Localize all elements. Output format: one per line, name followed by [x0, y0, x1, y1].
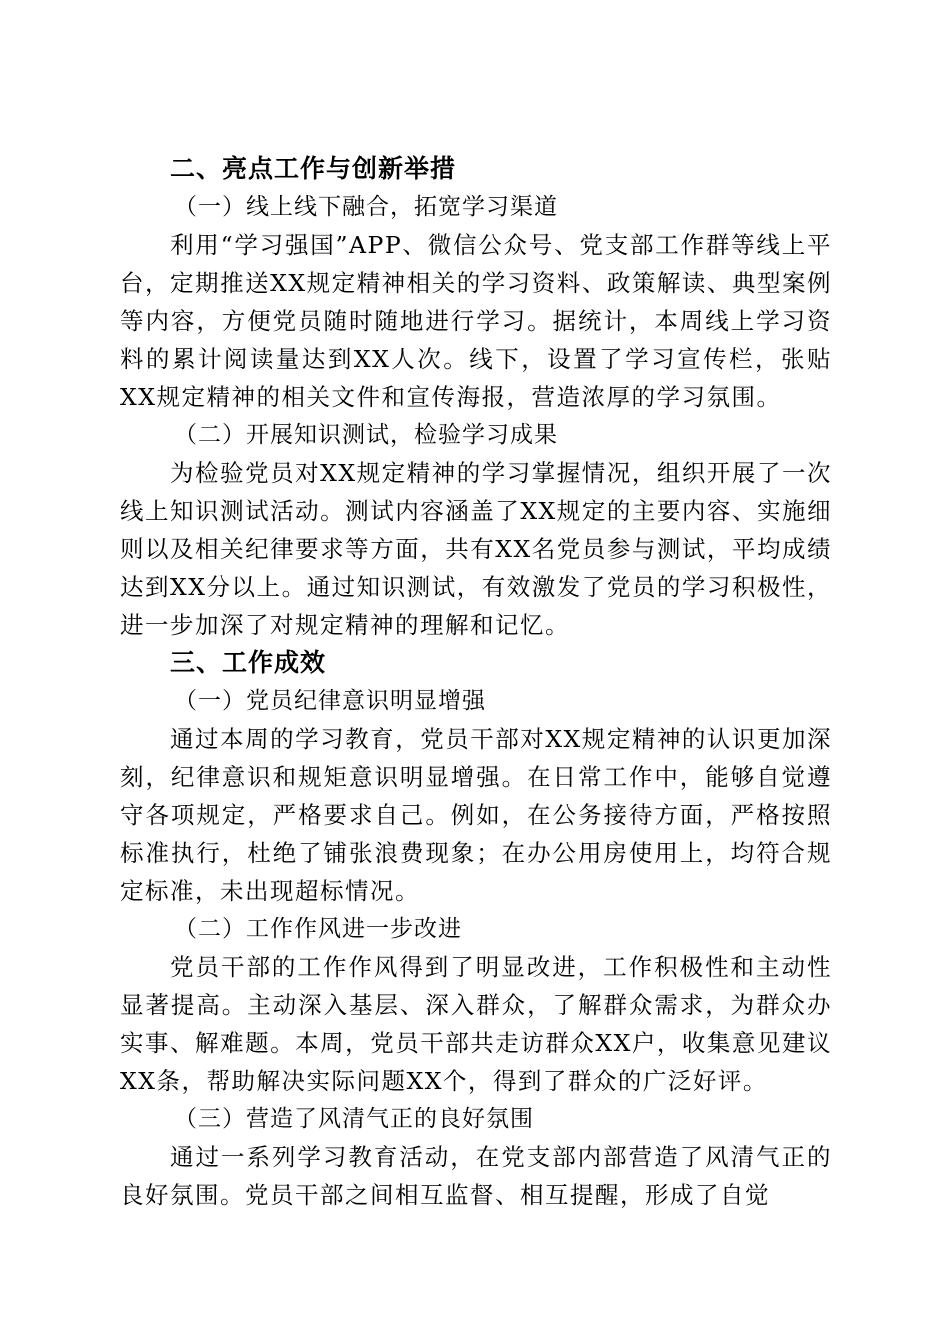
section-heading-results: 三、工作成效 — [170, 648, 327, 677]
subheading-knowledge-test: （二）开展知识测试，检验学习成果 — [174, 422, 558, 448]
section-heading-highlights: 二、亮点工作与创新举措 — [170, 154, 457, 183]
subheading-work-style: （二）工作作风进一步改进 — [174, 916, 462, 942]
subheading-discipline: （一）党员纪律意识明显增强 — [174, 688, 486, 714]
document-page — [120, 150, 832, 1214]
paragraph-knowledge-test: 为检验党员对XX规定精神的学习掌握情况，组织开展了一次线上知识测试活动。测试内容涵盖了XX规定的主要内容、实施细则以及相关纪律要求等方面，共有XX名党员参与测试，平均成绩达到XX分以上。通过知识测试，有效激发了党员的学习积极性，进一步加深了对规定精神的理解和记忆。 — [120, 459, 832, 639]
paragraph-online-offline: 利用“学习强国”APP、微信公众号、党支部工作群等线上平台，定期推送XX规定精神相关的学习资料、政策解读、典型案例等内容，方便党员随时随地进行学习。据统计，本周线上学习资料的累计阅读量达到XX人次。线下，设置了学习宣传栏，张贴XX规定精神的相关文件和宣传海报，营造浓厚的学习氛围。 — [120, 231, 832, 411]
paragraph-discipline: 通过本周的学习教育，党员干部对XX规定精神的认识更加深刻，纪律意识和规矩意识明显增强。在日常工作中，能够自觉遵守各项规定，严格要求自己。例如，在公务接待方面，严格按照标准执行，杜绝了铺张浪费现象；在办公用房使用上，均符合规定标准，未出现超标情况。 — [120, 725, 832, 905]
subheading-atmosphere: （三）营造了风清气正的良好氛围 — [174, 1106, 534, 1132]
paragraph-work-style: 党员干部的工作作风得到了明显改进，工作积极性和主动性显著提高。主动深入基层、深入群众，了解群众需求，为群众办实事、解难题。本周，党员干部共走访群众XX户，收集意见建议XX条，帮助解决实际问题XX个，得到了群众的广泛好评。 — [120, 953, 832, 1095]
subheading-online-offline: （一）线上线下融合，拓宽学习渠道 — [174, 194, 558, 220]
paragraph-atmosphere: 通过一系列学习教育活动，在党支部内部营造了风清气正的良好氛围。党员干部之间相互监督、相互提醒，形成了自觉 — [120, 1143, 832, 1209]
